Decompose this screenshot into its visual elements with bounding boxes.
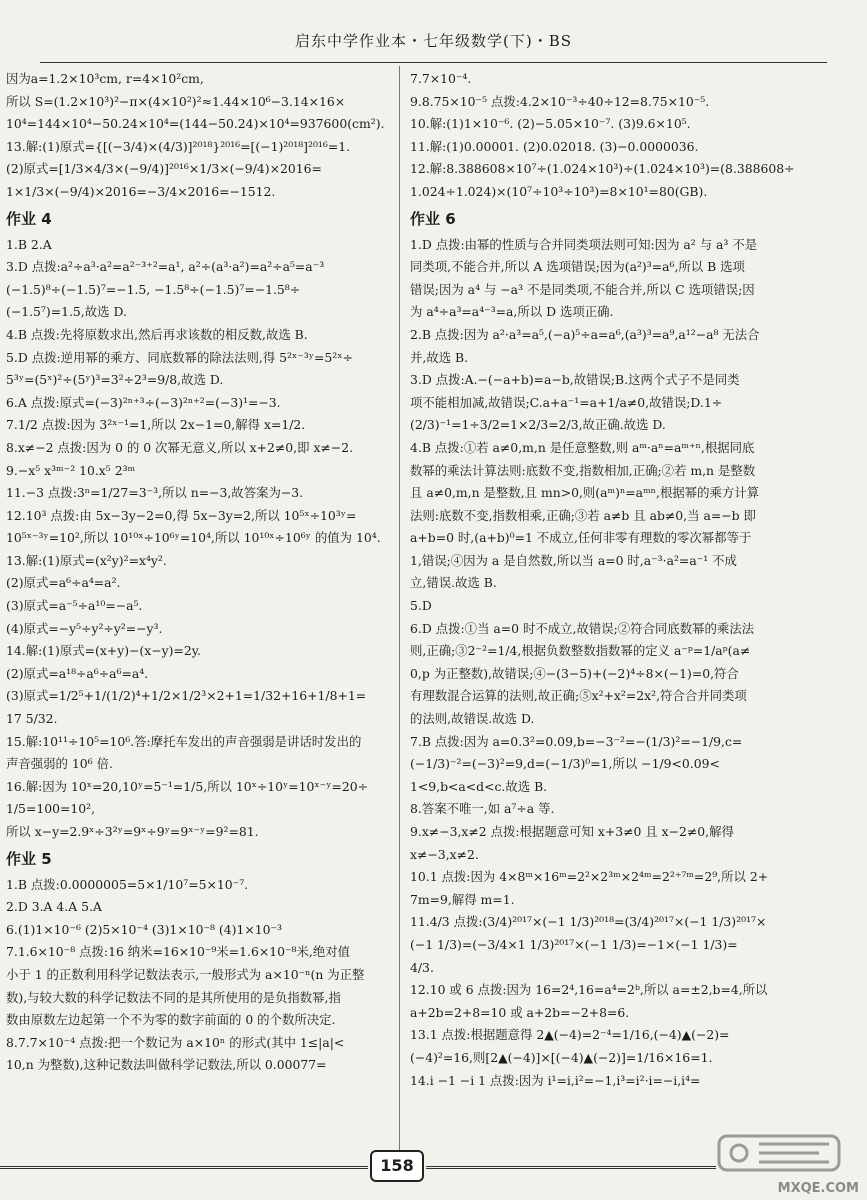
left-column [6, 68, 392, 1148]
text-line: 15.解:10¹¹÷10⁵=10⁶.答:摩托车发出的声音强弱是讲话时发出的 [6, 733, 362, 749]
text-line: 5.D [410, 598, 432, 614]
text-line: (2)原式=[1/3×4/3×(−9/4)]²⁰¹⁶×1/3×(−9/4)×2016= [6, 161, 322, 177]
text-line: 2.D 3.A 4.A 5.A [6, 899, 102, 915]
text-line: 7.1/2 点拨:因为 3²ˣ⁻¹=1,所以 2x−1=0,解得 x=1/2. [6, 417, 306, 433]
text-line: 13.解:(1)原式=(x²y)²=x⁴y². [6, 552, 167, 568]
text-line: 5³ʸ=(5ˣ)²÷(5ʸ)³=3²÷2³=9/8,故选 D. [6, 372, 224, 388]
text-line: a+b=0 时,(a+b)⁰=1 不成立,任何非零有理数的零次幂都等于 [410, 530, 752, 546]
text-line: 7.B 点拨:因为 a=0.3²=0.09,b=−3⁻²=−(1/3)²=−1/9,c= [410, 733, 743, 749]
text-line: 为 a⁴÷a³=a⁴⁻³=a,所以 D 选项正确. [410, 304, 614, 320]
text-line: 且 a≠0,m,n 是整数,且 mn>0,则(aᵐ)ⁿ=aᵐⁿ,根据幂的乘方计算 [410, 485, 760, 501]
text-line: 6.D 点拨:①当 a=0 时不成立,故错误;②符合同底数幂的乘法法 [410, 620, 755, 636]
text-line: 14.解:(1)原式=(x+y)−(x−y)=2y. [6, 643, 201, 659]
text-line: 小于 1 的正数利用科学记数法表示,一般形式为 a×10⁻ⁿ(n 为正整 [6, 966, 365, 982]
text-line: 5.D 点拨:逆用幂的乘方、同底数幂的除法法则,得 5²ˣ⁻³ʸ=5²ˣ÷ [6, 349, 353, 365]
text-line: (−1 1/3)=(−3/4×1 1/3)²⁰¹⁷×(−1 1/3)=−1×(−1 1/3)= [410, 936, 738, 952]
text-line: 11.−3 点拨:3ⁿ=1/27=3⁻³,所以 n=−3,故答案为−3. [6, 485, 304, 501]
text-line: 声音强弱的 10⁶ 倍. [6, 756, 113, 772]
text-line: 3.D 点拨:A.−(−a+b)=a−b,故错误;B.这两个式子不是同类 [410, 372, 740, 388]
text-line: 1×1/3×(−9/4)×2016=−3/4×2016=−1512. [6, 183, 276, 199]
header-title: 启东中学作业本・七年级数学(下)・BS [294, 32, 572, 50]
text-line: 因为a=1.2×10³cm, r=4×10²cm, [6, 71, 204, 86]
watermark [709, 1130, 859, 1196]
page-header [0, 30, 867, 60]
text-line: 12.解:8.388608×10⁷÷(1.024×10³)÷(1.024×10³)=(8.388608÷ [410, 161, 795, 177]
text-line: 9.8.75×10⁻⁵ 点拨:4.2×10⁻³÷40÷12=8.75×10⁻⁵. [410, 93, 710, 109]
text-line: 立,错误.故选 B. [410, 575, 497, 591]
text-line: 4.B 点拨:①若 a≠0,m,n 是任意整数,则 aᵐ·aⁿ=aᵐ⁺ⁿ,根据同底 [410, 439, 755, 455]
text-line: 所以 S=(1.2×10³)²−π×(4×10²)²≈1.44×10⁶−3.14×16× [6, 93, 346, 109]
text-line: 14.i −1 −i 1 点拨:因为 i¹=i,i²=−1,i³=i²·i=−i,i⁴= [410, 1072, 701, 1088]
text-line: 10,n 为整数),这种记数法叫做科学记数法,所以 0.00077= [6, 1057, 327, 1073]
text-line: (3)原式=1/2⁵+1/(1/2)⁴+1/2×1/2³×2+1=1/32+16+1/8+1= [6, 688, 367, 704]
text-line: 法则:底数不变,指数相乘,正确;③若 a≠b 且 ab≠0,当 a=−b 即 [410, 507, 756, 523]
text-line: (2)原式=a¹⁸÷a⁶÷a⁶=a⁴. [6, 665, 149, 681]
text-line: 10⁵ˣ⁻³ʸ=10²,所以 10¹⁰ˣ÷10⁶ʸ=10⁴,所以 10¹⁰ˣ÷10⁶ʸ 的值为 10⁴. [6, 530, 381, 546]
text-line: 1.B 点拨:0.0000005=5×1/10⁷=5×10⁻⁷. [6, 876, 249, 892]
text-line: 11.解:(1)0.00001. (2)0.02018. (3)−0.0000036. [410, 138, 699, 154]
text-line: 1,错误;④因为 a 是自然数,所以当 a=0 时,a⁻³·a²=a⁻¹ 不成 [410, 552, 737, 568]
text-line: 10.解:(1)1×10⁻⁶. (2)−5.05×10⁻⁷. (3)9.6×10⁵. [410, 116, 691, 132]
text-line: (2)原式=a⁶÷a⁴=a². [6, 575, 121, 591]
text-line: 则,正确;③2⁻²=1/4,根据负数整数指数幂的定义 a⁻ᵖ=1/aᵖ(a≠ [410, 643, 751, 659]
text-line: 有理数混合运算的法则,故正确;⑤x²+x²=2x²,符合合并同类项 [410, 688, 747, 704]
text-line: 17 5/32. [6, 711, 58, 727]
text-line: 13.解:(1)原式={[(−3/4)×(4/3)]²⁰¹⁸}²⁰¹⁶=[(−1)²⁰¹⁸]²⁰¹⁶=1. [6, 138, 351, 154]
text-line: 13.1 点拨:根据题意得 2▲(−4)=2⁻⁴=1/16,(−4)▲(−2)= [410, 1027, 730, 1043]
text-line: (−1/3)⁻²=(−3)²=9,d=(−1/3)⁰=1,所以 −1/9<0.09< [410, 756, 720, 772]
text-line: 16.解:因为 10ˣ=20,10ʸ=5⁻¹=1/5,所以 10ˣ÷10ʸ=10ˣ⁻ʸ=20÷ [6, 778, 368, 794]
text-line: 所以 x−y=2.9ˣ÷3²ʸ=9ˣ÷9ʸ=9ˣ⁻ʸ=9²=81. [6, 824, 259, 839]
text-line: 8.答案不唯一,如 a⁷÷a 等. [410, 801, 555, 817]
text-line: 8.x≠−2 点拨:因为 0 的 0 次幂无意义,所以 x+2≠0,即 x≠−2. [6, 439, 354, 455]
text-line: 4.B 点拨:先将原数求出,然后再求该数的相反数,故选 B. [6, 326, 308, 342]
text-line: (3)原式=a⁻⁵÷a¹⁰=−a⁵. [6, 598, 143, 614]
text-line: 4/3. [410, 959, 434, 975]
right-column [410, 68, 860, 1148]
section-heading: 作业 6 [410, 209, 456, 228]
text-line: 数幂的乘法计算法则:底数不变,指数相加,正确;②若 m,n 是整数 [410, 462, 756, 478]
text-line: x≠−3,x≠2. [410, 846, 479, 862]
text-line: (2/3)⁻¹=1÷3/2=1×2/3=2/3,故正确.故选 D. [410, 417, 666, 433]
text-line: 1.024÷1.024)×(10⁷÷10³÷10³)=8×10¹=80(GB). [410, 183, 708, 199]
text-line: (4)原式=−y⁵÷y²÷y²=−y³. [6, 620, 163, 636]
text-line: 7m=9,解得 m=1. [410, 891, 515, 907]
text-line: 2.B 点拨:因为 a²·a³=a⁵,(−a)⁵÷a=a⁶,(a³)³=a⁹,a¹²−a⁸ 无法合 [410, 326, 760, 342]
text-line: 6.A 点拨:原式=(−3)²ⁿ⁺³÷(−3)²ⁿ⁺²=(−3)¹=−3. [6, 394, 281, 410]
text-line: 7.1.6×10⁻⁸ 点拨:16 纳米=16×10⁻⁹米=1.6×10⁻⁸米,绝对值 [6, 944, 351, 960]
text-line: 9.−x⁵ x³ᵐ⁻² 10.x⁵ 2³ᵐ [6, 462, 136, 478]
header-rule [40, 62, 827, 63]
text-line: 0,p 为正整数),故错误;④−(3−5)+(−2)⁴÷8×(−1)=0,符合 [410, 665, 739, 681]
text-line: a+2b=2+8=10 或 a+2b=−2+8=6. [410, 1004, 630, 1020]
text-line: 1.B 2.A [6, 236, 52, 252]
text-line: (−4)²=16,则[2▲(−4)]×[(−4)▲(−2)]=1/16×16=1. [410, 1049, 713, 1065]
text-line: 11.4/3 点拨:(3/4)²⁰¹⁷×(−1 1/3)²⁰¹⁸=(3/4)²⁰¹⁷×(−1 1/3)²⁰¹⁷× [410, 914, 767, 930]
page-number: 158 [370, 1150, 424, 1182]
text-line: 9.x≠−3,x≠2 点拨:根据题意可知 x+3≠0 且 x−2≠0,解得 [410, 824, 734, 839]
column-divider [399, 66, 400, 1151]
text-line: 项不能相加减,故错误;C.a+a⁻¹=a+1/a≠0,故错误;D.1÷ [410, 394, 723, 410]
text-line: 8.7.7×10⁻⁴ 点拨:把一个数记为 a×10ⁿ 的形式(其中 1≤|a|< [6, 1034, 345, 1050]
text-line: 3.D 点拨:a²÷a³·a²=a²⁻³⁺²=a¹, a²÷(a³·a²)=a²÷a⁵=a⁻³ [6, 259, 325, 275]
text-line: 1.D 点拨:由幂的性质与合并同类项法则可知:因为 a² 与 a³ 不是 [410, 236, 758, 252]
text-line: 7.7×10⁻⁴. [410, 71, 472, 86]
text-line: 的法则,故错误.故选 D. [410, 711, 535, 727]
footer-rule-left [0, 1166, 368, 1169]
text-line: 12.10 或 6 点拨:因为 16=2⁴,16=a⁴=2ᵇ,所以 a=±2,b=4,所以 [410, 982, 768, 998]
text-line: 1/5=100=10², [6, 801, 96, 817]
footer-rule-right [426, 1166, 716, 1169]
watermark-text: MXQE.COM [777, 1181, 859, 1196]
text-line: 数),与较大数的科学记数法不同的是其所使用的是负指数幂,指 [6, 989, 341, 1005]
text-line: 10.1 点拨:因为 4×8ᵐ×16ᵐ=2²×2³ᵐ×2⁴ᵐ=2²⁺⁷ᵐ=2⁹,所以 2+ [410, 869, 769, 885]
text-line: (−1.5)⁸÷(−1.5)⁷=−1.5, −1.5⁸÷(−1.5)⁷=−1.5⁸÷ [6, 281, 301, 297]
section-heading: 作业 4 [6, 209, 52, 228]
text-line: (−1.5⁷)=1.5,故选 D. [6, 304, 127, 320]
text-line: 12.10³ 点拨:由 5x−3y−2=0,得 5x−3y=2,所以 10⁵ˣ÷10³ʸ= [6, 507, 357, 523]
text-line: 数由原数左边起第一个不为零的数字前面的 0 的个数所决定. [6, 1012, 336, 1028]
text-line: 错误;因为 a⁴ 与 −a³ 不是同类项,不能合并,所以 C 选项错误;因 [410, 281, 755, 297]
text-line: 1<9,b<a<d<c.故选 B. [410, 778, 548, 794]
text-line: 10⁴=144×10⁴−50.24×10⁴=(144−50.24)×10⁴=937600(cm²). [6, 116, 385, 132]
section-heading: 作业 5 [6, 849, 52, 868]
text-line: 6.(1)1×10⁻⁶ (2)5×10⁻⁴ (3)1×10⁻⁸ (4)1×10⁻³ [6, 921, 283, 937]
text-line: 并,故选 B. [410, 349, 469, 365]
watermark-logo-icon [709, 1130, 859, 1180]
text-line: 同类项,不能合并,所以 A 选项错误;因为(a²)³=a⁶,所以 B 选项 [410, 259, 745, 275]
